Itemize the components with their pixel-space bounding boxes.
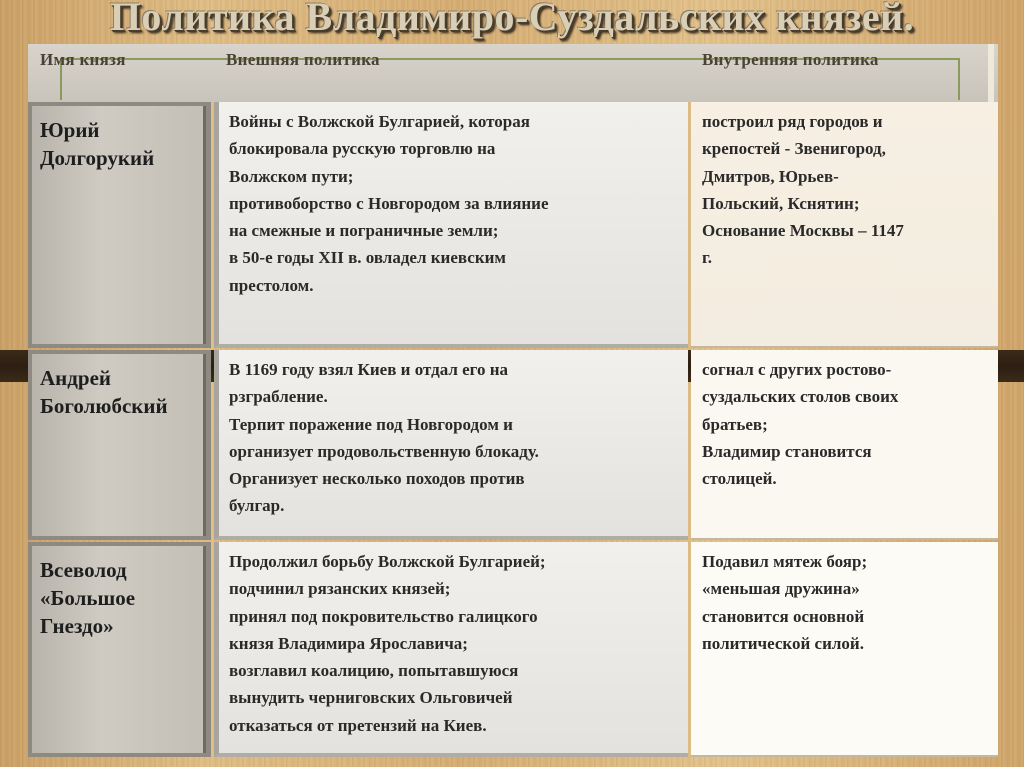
text-line: суздальских столов своих — [702, 387, 899, 407]
header-foreign: Внешняя политика — [226, 50, 380, 69]
text-line: г. — [702, 248, 713, 268]
text-line: построил ряд городов и — [702, 112, 883, 131]
text-line: крепостей - Звенигород, — [702, 139, 886, 159]
name-line: Всеволод — [40, 558, 127, 582]
text-line: принял под покровительство галицкого — [229, 606, 538, 626]
text-line: «меньшая дружина» — [702, 579, 860, 599]
text-line: Дмитров, Юрьев- — [702, 166, 839, 186]
text-line: Владимир становится — [702, 441, 872, 461]
name-line: Боголюбский — [40, 394, 168, 418]
text-line: братьев; — [702, 414, 768, 434]
row-1-name — [28, 102, 211, 348]
row-2-domestic — [691, 350, 998, 540]
text-line: на смежные и пограничные земли; — [229, 221, 499, 241]
row-1-foreign — [214, 102, 688, 348]
name-line: Долгорукий — [40, 146, 155, 170]
name-line: Юрий — [40, 118, 100, 142]
text-line: Организует несколько походов против — [229, 469, 525, 489]
row-2-name — [28, 350, 211, 540]
text-line: противоборство с Новгородом за влияние — [229, 193, 549, 213]
text-line: согнал с других ростово- — [702, 360, 892, 379]
text-line: престолом. — [229, 275, 314, 295]
text-line: политической силой. — [702, 633, 864, 653]
text-line: Волжском пути; — [229, 166, 354, 186]
row-2-foreign — [214, 350, 688, 540]
text-line: организует продовольственную блокаду. — [229, 441, 539, 461]
text-line: возглавил коалицию, попытавшуюся — [229, 661, 519, 681]
text-line: Подавил мятеж бояр; — [702, 552, 868, 571]
name-line: «Большое — [40, 586, 136, 610]
text-line: рзграбление. — [229, 387, 328, 407]
text-line: Польский, Кснятин; — [702, 193, 860, 213]
text-line: блокировала русскую торговлю на — [229, 139, 496, 159]
header-name: Имя князя — [40, 50, 126, 69]
text-line: Продолжил борьбу Волжской Булгарией; — [229, 552, 546, 571]
name-line: Гнездо» — [40, 614, 114, 638]
header-domestic: Внутренняя политика — [702, 50, 879, 69]
row-1-domestic — [691, 102, 998, 348]
text-line: князя Владимира Ярославича; — [229, 633, 468, 653]
text-line: булгар. — [229, 496, 285, 516]
name-line: Андрей — [40, 366, 111, 390]
text-line: столицей. — [702, 469, 777, 489]
text-line: становится основной — [702, 606, 865, 626]
text-line: отказаться от претензий на Киев. — [229, 715, 487, 735]
text-line: В 1169 году взял Киев и отдал его на — [229, 360, 509, 379]
text-line: Войны с Волжской Булгарией, которая — [229, 112, 530, 131]
text-line: Основание Москвы – 1147 — [702, 221, 904, 241]
text-line: вынудить черниговских Ольговичей — [229, 688, 513, 708]
row-3-foreign — [214, 542, 688, 757]
row-3-domestic — [691, 542, 998, 757]
text-line: Терпит поражение под Новгородом и — [229, 414, 513, 434]
row-3-name — [28, 542, 211, 757]
text-line: подчинил рязанских князей; — [229, 579, 451, 599]
slide-title: Политика Владимиро-Суздальских князей. — [109, 0, 915, 39]
text-line: в 50-е годы XII в. овладел киевским — [229, 248, 506, 268]
